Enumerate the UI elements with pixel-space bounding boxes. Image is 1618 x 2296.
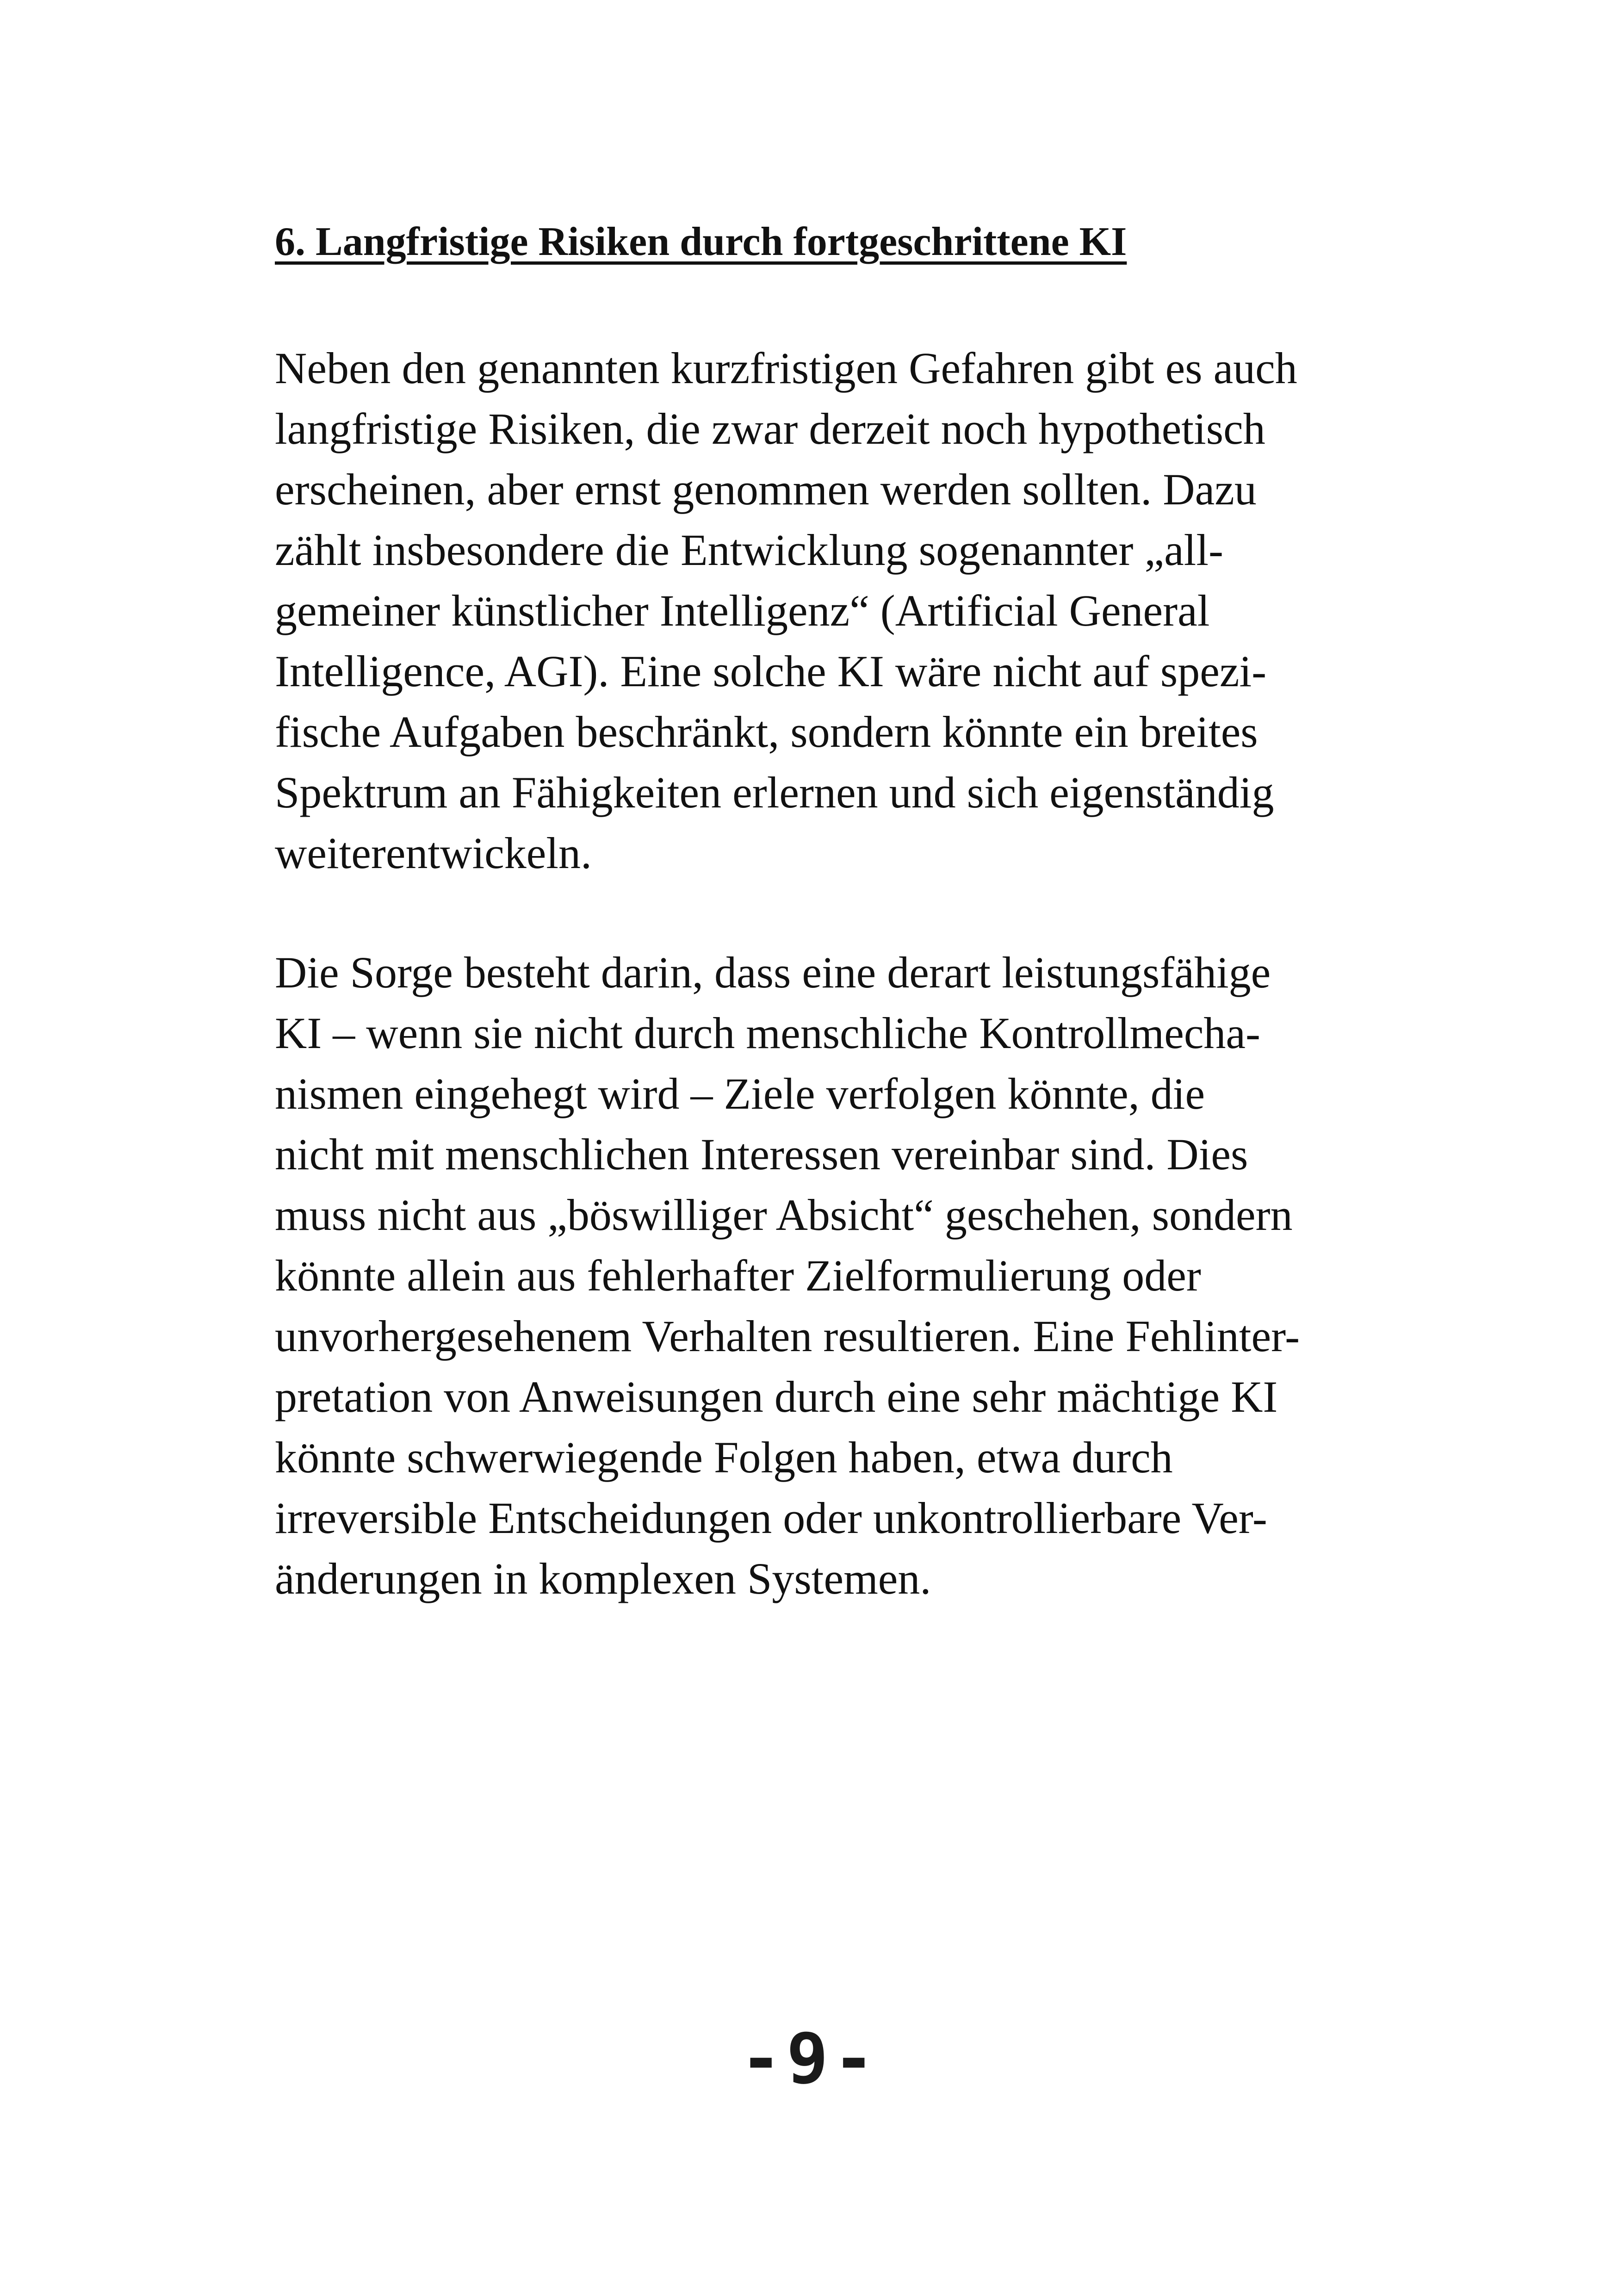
text-line: erscheinen, aber ernst genommen werden sollten. Dazu	[275, 465, 1257, 514]
section-heading: 6. Langfristige Risiken durch fortgeschrittene KI	[275, 219, 1127, 264]
text-line: nismen eingehegt wird – Ziele verfolgen könnte, die	[275, 1069, 1205, 1118]
text-line: unvorhergesehenem Verhalten resultieren. Eine Fehlinter-	[275, 1311, 1300, 1361]
text-line: fische Aufgaben beschränkt, sondern könnte ein breites	[275, 707, 1258, 757]
text-line: langfristige Risiken, die zwar derzeit noch hypothetisch	[275, 404, 1265, 453]
text-line: zählt insbesondere die Entwicklung sogenannter „all-	[275, 525, 1223, 575]
text-line: Intelligence, AGI). Eine solche KI wäre nicht auf spezi-	[275, 646, 1267, 696]
page-number: -9-	[740, 2019, 880, 2099]
paragraph-1	[275, 338, 1395, 883]
text-line: könnte allein aus fehlerhafter Zielformulierung oder	[275, 1251, 1201, 1300]
text-line: könnte schwerwiegende Folgen haben, etwa durch	[275, 1433, 1173, 1482]
text-line: Spektrum an Fähigkeiten erlernen und sich eigenständig	[275, 768, 1274, 817]
text-line: irreversible Entscheidungen oder unkontrollierbare Ver-	[275, 1493, 1267, 1543]
paragraph-2	[275, 942, 1395, 1609]
text-line: änderungen in komplexen Systemen.	[275, 1554, 931, 1603]
text-line: KI – wenn sie nicht durch menschliche Kontrollmecha-	[275, 1008, 1260, 1058]
text-line: muss nicht aus „böswilliger Absicht“ geschehen, sondern	[275, 1190, 1293, 1240]
text-line: Neben den genannten kurzfristigen Gefahren gibt es auch	[275, 343, 1297, 393]
text-line: nicht mit menschlichen Interessen vereinbar sind. Dies	[275, 1129, 1248, 1179]
text-line: weiterentwickeln.	[275, 828, 592, 878]
text-line: pretation von Anweisungen durch eine sehr mächtige KI	[275, 1372, 1278, 1421]
text-line: gemeiner künstlicher Intelligenz“ (Artificial General	[275, 586, 1210, 635]
text-line: Die Sorge besteht darin, dass eine derart leistungsfähige	[275, 948, 1271, 997]
